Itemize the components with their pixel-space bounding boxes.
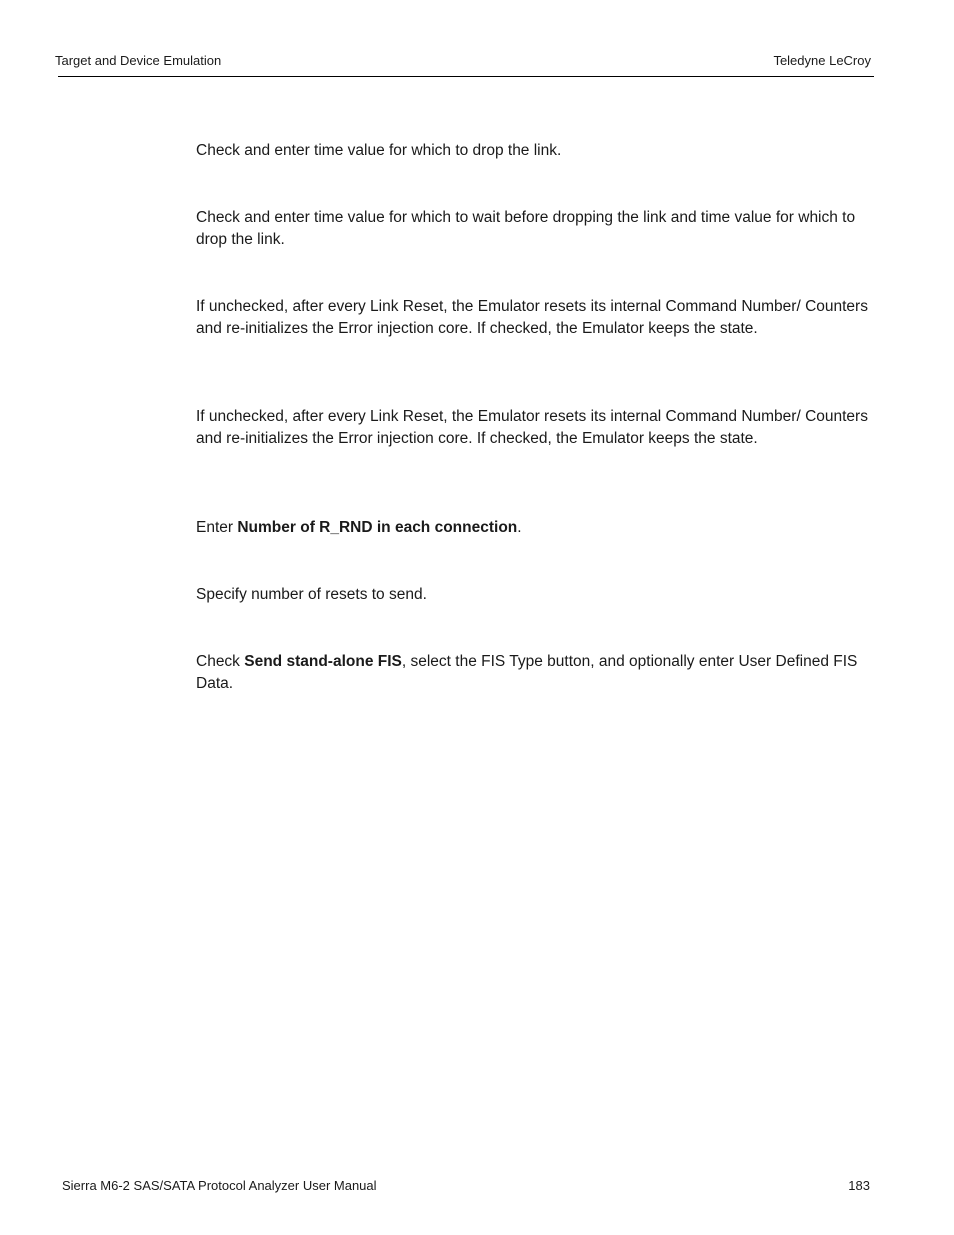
- paragraph-r-rnd-count: [196, 517, 876, 539]
- paragraph-reset-count: Specify number of resets to send.: [196, 586, 427, 603]
- footer-manual-title: Sierra M6-2 SAS/SATA Protocol Analyzer User Manual: [62, 1178, 377, 1193]
- running-header-section: Target and Device Emulation: [55, 53, 222, 68]
- bold-field-name: Send stand-alone FIS: [244, 653, 402, 670]
- footer-page-number: 183: [848, 1178, 870, 1193]
- paragraph-stand-alone-fis: [196, 651, 876, 695]
- paragraph-link-reset-state-1: If unchecked, after every Link Reset, the Emulator resets its internal Command Number/ Counters and re-initializes the Error injection core. If checked, the Emulator keeps the state.: [196, 298, 868, 337]
- text-prefix: Check: [196, 653, 245, 670]
- text-suffix: .: [517, 519, 522, 536]
- paragraph-drop-link: Check and enter time value for which to drop the link.: [196, 142, 562, 159]
- text-prefix: Enter: [196, 519, 238, 536]
- paragraph-wait-and-drop-link: Check and enter time value for which to wait before dropping the link and time value for which to drop the link.: [196, 209, 856, 248]
- header-divider: [58, 76, 874, 77]
- paragraph-link-reset-state-2: If unchecked, after every Link Reset, the Emulator resets its internal Command Number/ Counters and re-initializes the Error injection core. If checked, the Emulator keeps the state.: [196, 408, 868, 447]
- text-suffix: , select the FIS Type button, and optionally enter User Defined FIS Data.: [196, 653, 858, 692]
- running-header-company: Teledyne LeCroy: [773, 53, 871, 68]
- bold-field-name: Number of R_RND in each connection: [237, 519, 518, 536]
